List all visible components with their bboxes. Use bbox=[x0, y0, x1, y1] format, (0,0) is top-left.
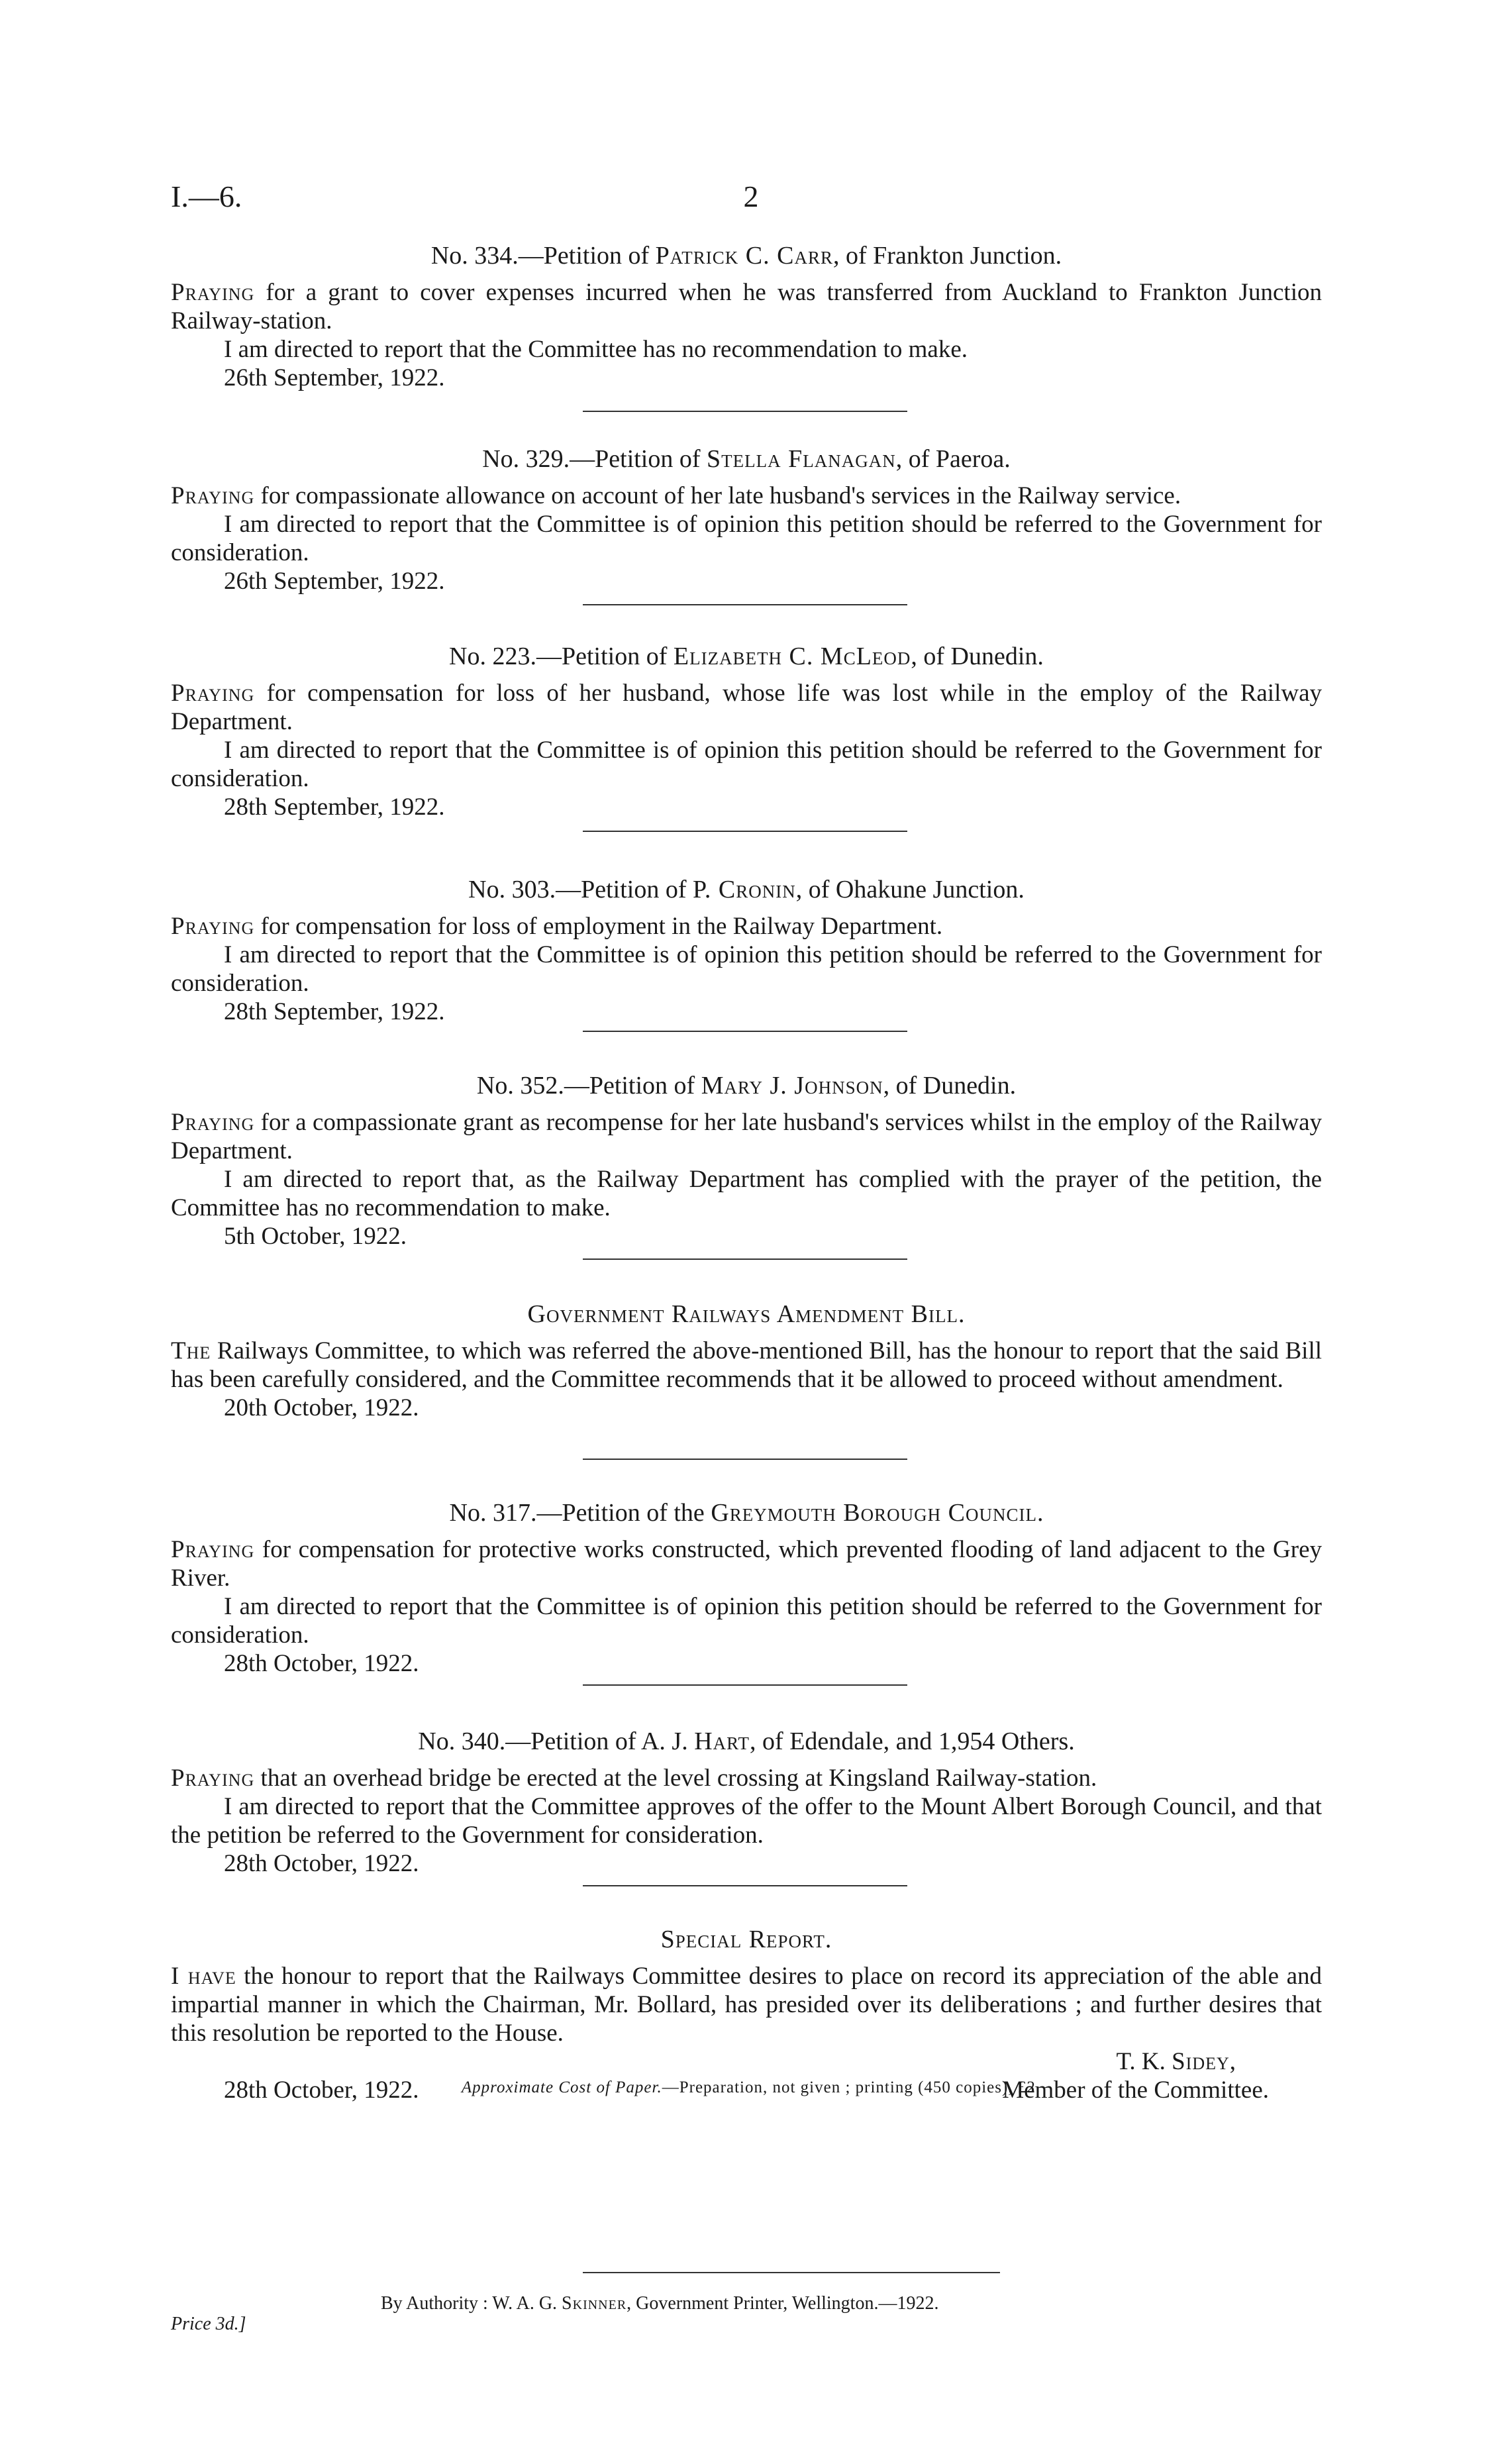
section-divider bbox=[583, 1459, 907, 1460]
petition-prayer: Praying for compensation for loss of her husband, whose life was lost while in the employ of the Railway Department. bbox=[171, 680, 1322, 735]
petition-340 bbox=[171, 1727, 1322, 1878]
petition-title: No. 334.—Petition of Patrick C. Carr, of Frankton Junction. bbox=[430, 242, 1062, 270]
bill-title: Government Railways Amendment Bill. bbox=[527, 1300, 966, 1328]
committee-report: I am directed to report that the Committee is of opinion this petition should be referred to the Government for consideration. bbox=[171, 511, 1322, 566]
special-report-text: I have the honour to report that the Railways Committee desires to place on record its appreciation of the able and impartial manner in which the Chairman, Mr. Bollard, has presided over its deliberations ; and further desires that this resolution be reported to the House. bbox=[171, 1963, 1322, 2047]
petition-title: No. 223.—Petition of Elizabeth C. McLeod, of Dunedin. bbox=[449, 642, 1044, 670]
committee-report: I am directed to report that the Committee approves of the offer to the Mount Albert Borough Council, and that the petition be referred to the Government for consideration. bbox=[171, 1793, 1322, 1849]
petition-prayer: Praying that an overhead bridge be erected at the level crossing at Kingsland Railway-station. bbox=[171, 1765, 1097, 1792]
bill-text: The Railways Committee, to which was referred the above-mentioned Bill, has the honour to report that the said Bill has been carefully considered, and the Committee recommends that it be allowed to proceed without amendment. bbox=[171, 1337, 1322, 1393]
section-divider bbox=[583, 831, 907, 832]
petition-prayer: Praying for compassionate allowance on account of her late husband's services in the Railway service. bbox=[171, 482, 1181, 509]
special-report-title: Special Report. bbox=[660, 1925, 832, 1953]
report-date: 5th October, 1922. bbox=[224, 1223, 407, 1250]
petition-329 bbox=[171, 445, 1322, 595]
signatory-name: T. K. Sidey, bbox=[1116, 2048, 1236, 2075]
petition-prayer: Praying for a grant to cover expenses incurred when he was transferred from Auckland to Frankton Junction Railway-station. bbox=[171, 279, 1322, 334]
petition-prayer: Praying for compensation for protective works constructed, which prevented flooding of land adjacent to the Grey River. bbox=[171, 1536, 1322, 1592]
printer-authority: By Authority : W. A. G. Skinner, Government Printer, Wellington.—1922. bbox=[381, 2293, 939, 2314]
petition-title: No. 340.—Petition of A. J. Hart, of Edendale, and 1,954 Others. bbox=[418, 1727, 1075, 1755]
section-divider bbox=[583, 411, 907, 412]
report-date: 28th September, 1922. bbox=[224, 794, 445, 821]
report-date: 28th September, 1922. bbox=[224, 998, 445, 1025]
document-reference: I.—6. bbox=[171, 180, 242, 213]
committee-report: I am directed to report that, as the Railway Department has complied with the prayer of the petition, the Committee has no recommendation to make. bbox=[171, 1166, 1322, 1221]
bill-report bbox=[171, 1300, 1322, 1422]
section-divider bbox=[583, 1031, 907, 1032]
committee-report: I am directed to report that the Committee is of opinion this petition should be referred to the Government for consideration. bbox=[171, 1593, 1322, 1649]
special-report bbox=[171, 1925, 1322, 2104]
section-divider bbox=[583, 1885, 907, 1886]
section-divider bbox=[583, 1258, 907, 1260]
section-divider bbox=[583, 1684, 907, 1686]
committee-report: I am directed to report that the Committee has no recommendation to make. bbox=[224, 336, 968, 363]
petition-223 bbox=[171, 642, 1322, 821]
petition-title: No. 352.—Petition of Mary J. Johnson, of Dunedin. bbox=[476, 1072, 1017, 1100]
petition-prayer: Praying for a compassionate grant as recompense for her late husband's services whilst in the employ of the Railway Department. bbox=[171, 1109, 1322, 1164]
report-date: 28th October, 1922. bbox=[224, 1650, 419, 1677]
petition-334 bbox=[171, 242, 1322, 392]
petition-303 bbox=[171, 876, 1322, 1026]
section-divider bbox=[583, 604, 907, 605]
report-date: 28th October, 1922. bbox=[224, 1850, 419, 1877]
committee-report: I am directed to report that the Committee is of opinion this petition should be referred to the Government for consideration. bbox=[171, 737, 1322, 792]
report-date: 26th September, 1922. bbox=[224, 364, 445, 391]
page-number: 2 bbox=[743, 180, 759, 213]
petition-317 bbox=[171, 1499, 1322, 1678]
footer-divider bbox=[583, 2272, 1000, 2273]
petition-title: No. 329.—Petition of Stella Flanagan, of Paeroa. bbox=[482, 445, 1011, 473]
report-date: 28th October, 1922. bbox=[224, 2077, 419, 2104]
petition-title: No. 317.—Petition of the Greymouth Borough Council. bbox=[449, 1499, 1044, 1527]
petition-352 bbox=[171, 1072, 1322, 1251]
page-header bbox=[171, 179, 1331, 225]
report-date: 20th October, 1922. bbox=[224, 1394, 419, 1421]
price: Price 3d.] bbox=[171, 2314, 246, 2334]
cost-of-paper: Approximate Cost of Paper.—Preparation, not given ; printing (450 copies), £2. bbox=[461, 2079, 1041, 2096]
report-date: 26th September, 1922. bbox=[224, 568, 445, 595]
petition-title: No. 303.—Petition of P. Cronin, of Ohakune Junction. bbox=[468, 876, 1025, 903]
petition-prayer: Praying for compensation for loss of employment in the Railway Department. bbox=[171, 913, 943, 940]
signatory-role: Member of the Committee. bbox=[1002, 2077, 1269, 2104]
committee-report: I am directed to report that the Committee is of opinion this petition should be referred to the Government for consideration. bbox=[171, 941, 1322, 997]
